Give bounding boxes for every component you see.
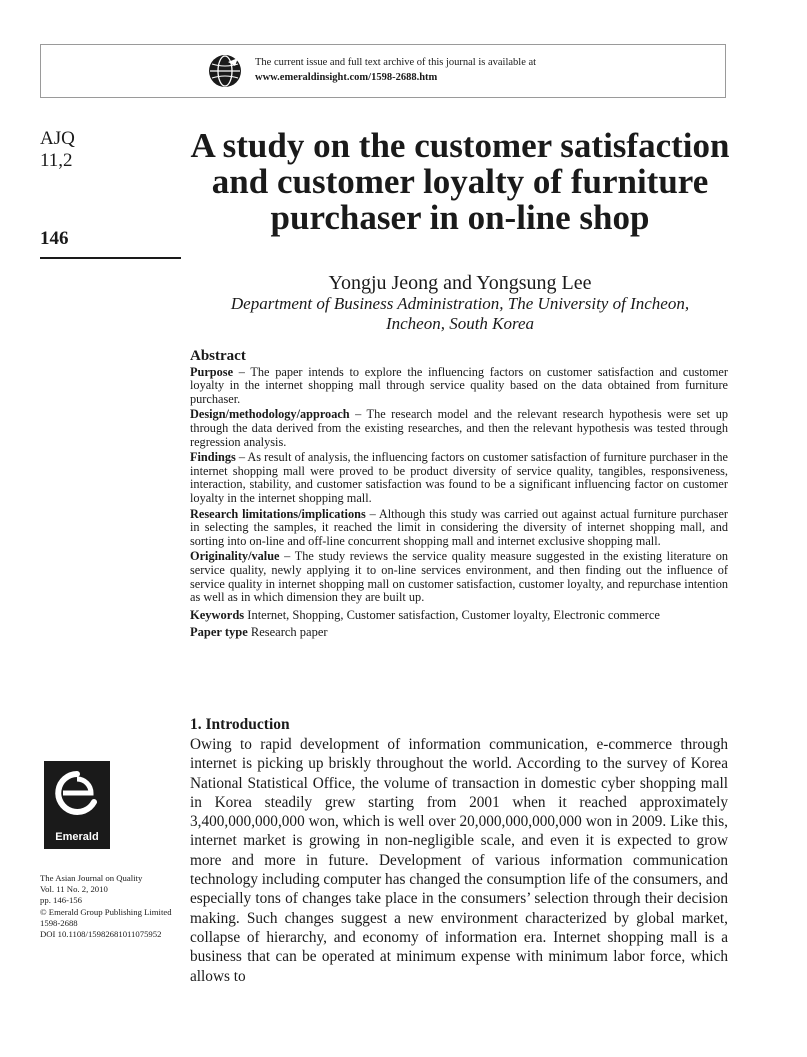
abstract-purpose xyxy=(190,366,728,407)
abstract-design xyxy=(190,408,728,449)
abstract-originality xyxy=(190,550,728,604)
journal-code xyxy=(40,128,75,172)
affiliation-line-1: Department of Business Administration, The University of Incheon, xyxy=(230,294,690,313)
availability-line: The current issue and full text archive of this journal is available at xyxy=(255,57,537,68)
design-text: – The research model and the relevant research hypothesis were set up through the data derived from the existing researches, and then the relevant hypothesis was tested through regression analysis. xyxy=(190,407,728,449)
introduction-section xyxy=(190,716,728,986)
citation-block xyxy=(40,873,172,940)
paper-type xyxy=(190,626,728,640)
introduction-body: Owing to rapid development of information communication, e-commerce through internet is picking up briskly throughout the world. According to the survey of Korea National Statistical Office, the volume of transaction in domestic cyber shopping mall in Korea steadily grew starting from 2001 when it reached approximately 3,400,000,000,000 won, which is well over 20,000,000,000,000 won in 2009. Like this, internet market is growing in non-negligible scale, and even it is expected to grow more and more in future. Development of various information communication technology including computer has changed the consumption life of the consumers, and especially tons of changes take place in the consumers’ selection through their decision making. Such changes suggest a new environment characterized by global market, collapse of hierarchy, and economy of information era. Internet shopping mall is a business that can be operated at minimum expense with minimum labor force, which allows to xyxy=(190,736,728,985)
introduction-heading: 1. Introduction xyxy=(190,716,290,733)
findings-label: Findings xyxy=(190,450,236,465)
design-label: Design/methodology/approach xyxy=(190,407,350,422)
originality-text: – The study reviews the service quality measure suggested in the existing literature on service quality, newly applying it to on-line services environment, and then finding out the influence of service quality in internet shopping mall on customer satisfaction, customer loyalty, and repurchase intention as well as in which dimension they are built up. xyxy=(190,549,728,605)
purpose-text: – The paper intends to explore the influencing factors on customer satisfaction and customer loyalty in the internet shopping mall through service quality based on the data obtained from furniture purchaser. xyxy=(190,364,728,406)
purpose-label: Purpose xyxy=(190,364,234,379)
article-title: A study on the customer satisfaction and customer loyalty of furniture purchaser in on-line shop xyxy=(190,126,730,237)
citation-volume: Vol. 11 No. 2, 2010 xyxy=(40,884,108,895)
affiliation xyxy=(190,294,730,334)
emerald-logo xyxy=(44,761,110,849)
page-number: 146 xyxy=(40,228,69,249)
authors: Yongju Jeong and Yongsung Lee xyxy=(328,272,592,294)
emerald-wordmark: Emerald xyxy=(55,831,99,843)
abstract-limitations xyxy=(190,508,728,549)
paper-type-label: Paper type xyxy=(190,625,248,640)
emerald-e-icon xyxy=(53,769,101,823)
citation-journal: The Asian Journal on Quality xyxy=(40,873,143,883)
citation-pages: pp. 146-156 xyxy=(40,895,82,906)
globe-icon xyxy=(208,54,242,88)
keywords xyxy=(190,609,728,623)
citation-issn: 1598-2688 xyxy=(40,917,78,928)
keywords-text: Internet, Shopping, Customer satisfaction, Customer loyalty, Electronic commerce xyxy=(244,607,660,622)
limitations-text: – Although this study was carried out against actual furniture purchaser in selecting the samples, it reached the limit in considering the diversity of internet shopping mall, and sorting into on-line and off-line concurrent shopping mall and internet exclusive shopping mall. xyxy=(190,506,729,548)
availability-text xyxy=(255,55,536,85)
limitations-label: Research limitations/implications xyxy=(190,506,366,521)
abstract-heading: Abstract xyxy=(190,348,246,364)
availability-box xyxy=(40,44,726,98)
citation-doi[interactable]: DOI 10.1108/15982681011075952 xyxy=(40,929,162,940)
citation-publisher: © Emerald Group Publishing Limited xyxy=(40,906,172,917)
archive-url[interactable]: www.emeraldinsight.com/1598-2688.htm xyxy=(255,72,438,83)
journal-abbrev: AJQ xyxy=(40,128,75,149)
paper-type-text: Research paper xyxy=(247,625,328,640)
originality-label: Originality/value xyxy=(190,549,280,564)
abstract-findings xyxy=(190,451,728,505)
affiliation-line-2: Incheon, South Korea xyxy=(385,314,535,333)
page-number-rule xyxy=(40,257,181,259)
abstract xyxy=(190,350,728,640)
volume-issue: 11,2 xyxy=(40,150,73,171)
keywords-label: Keywords xyxy=(190,607,245,622)
findings-text: – As result of analysis, the influencing factors on customer satisfaction of furniture purchaser in the internet shopping mall were proved to be product diversity of service quality, tangibles, responsiveness, interaction, stability, and customer satisfaction was found to be a significant influencing factor on customer loyalty in the internet shopping mall. xyxy=(190,450,728,505)
